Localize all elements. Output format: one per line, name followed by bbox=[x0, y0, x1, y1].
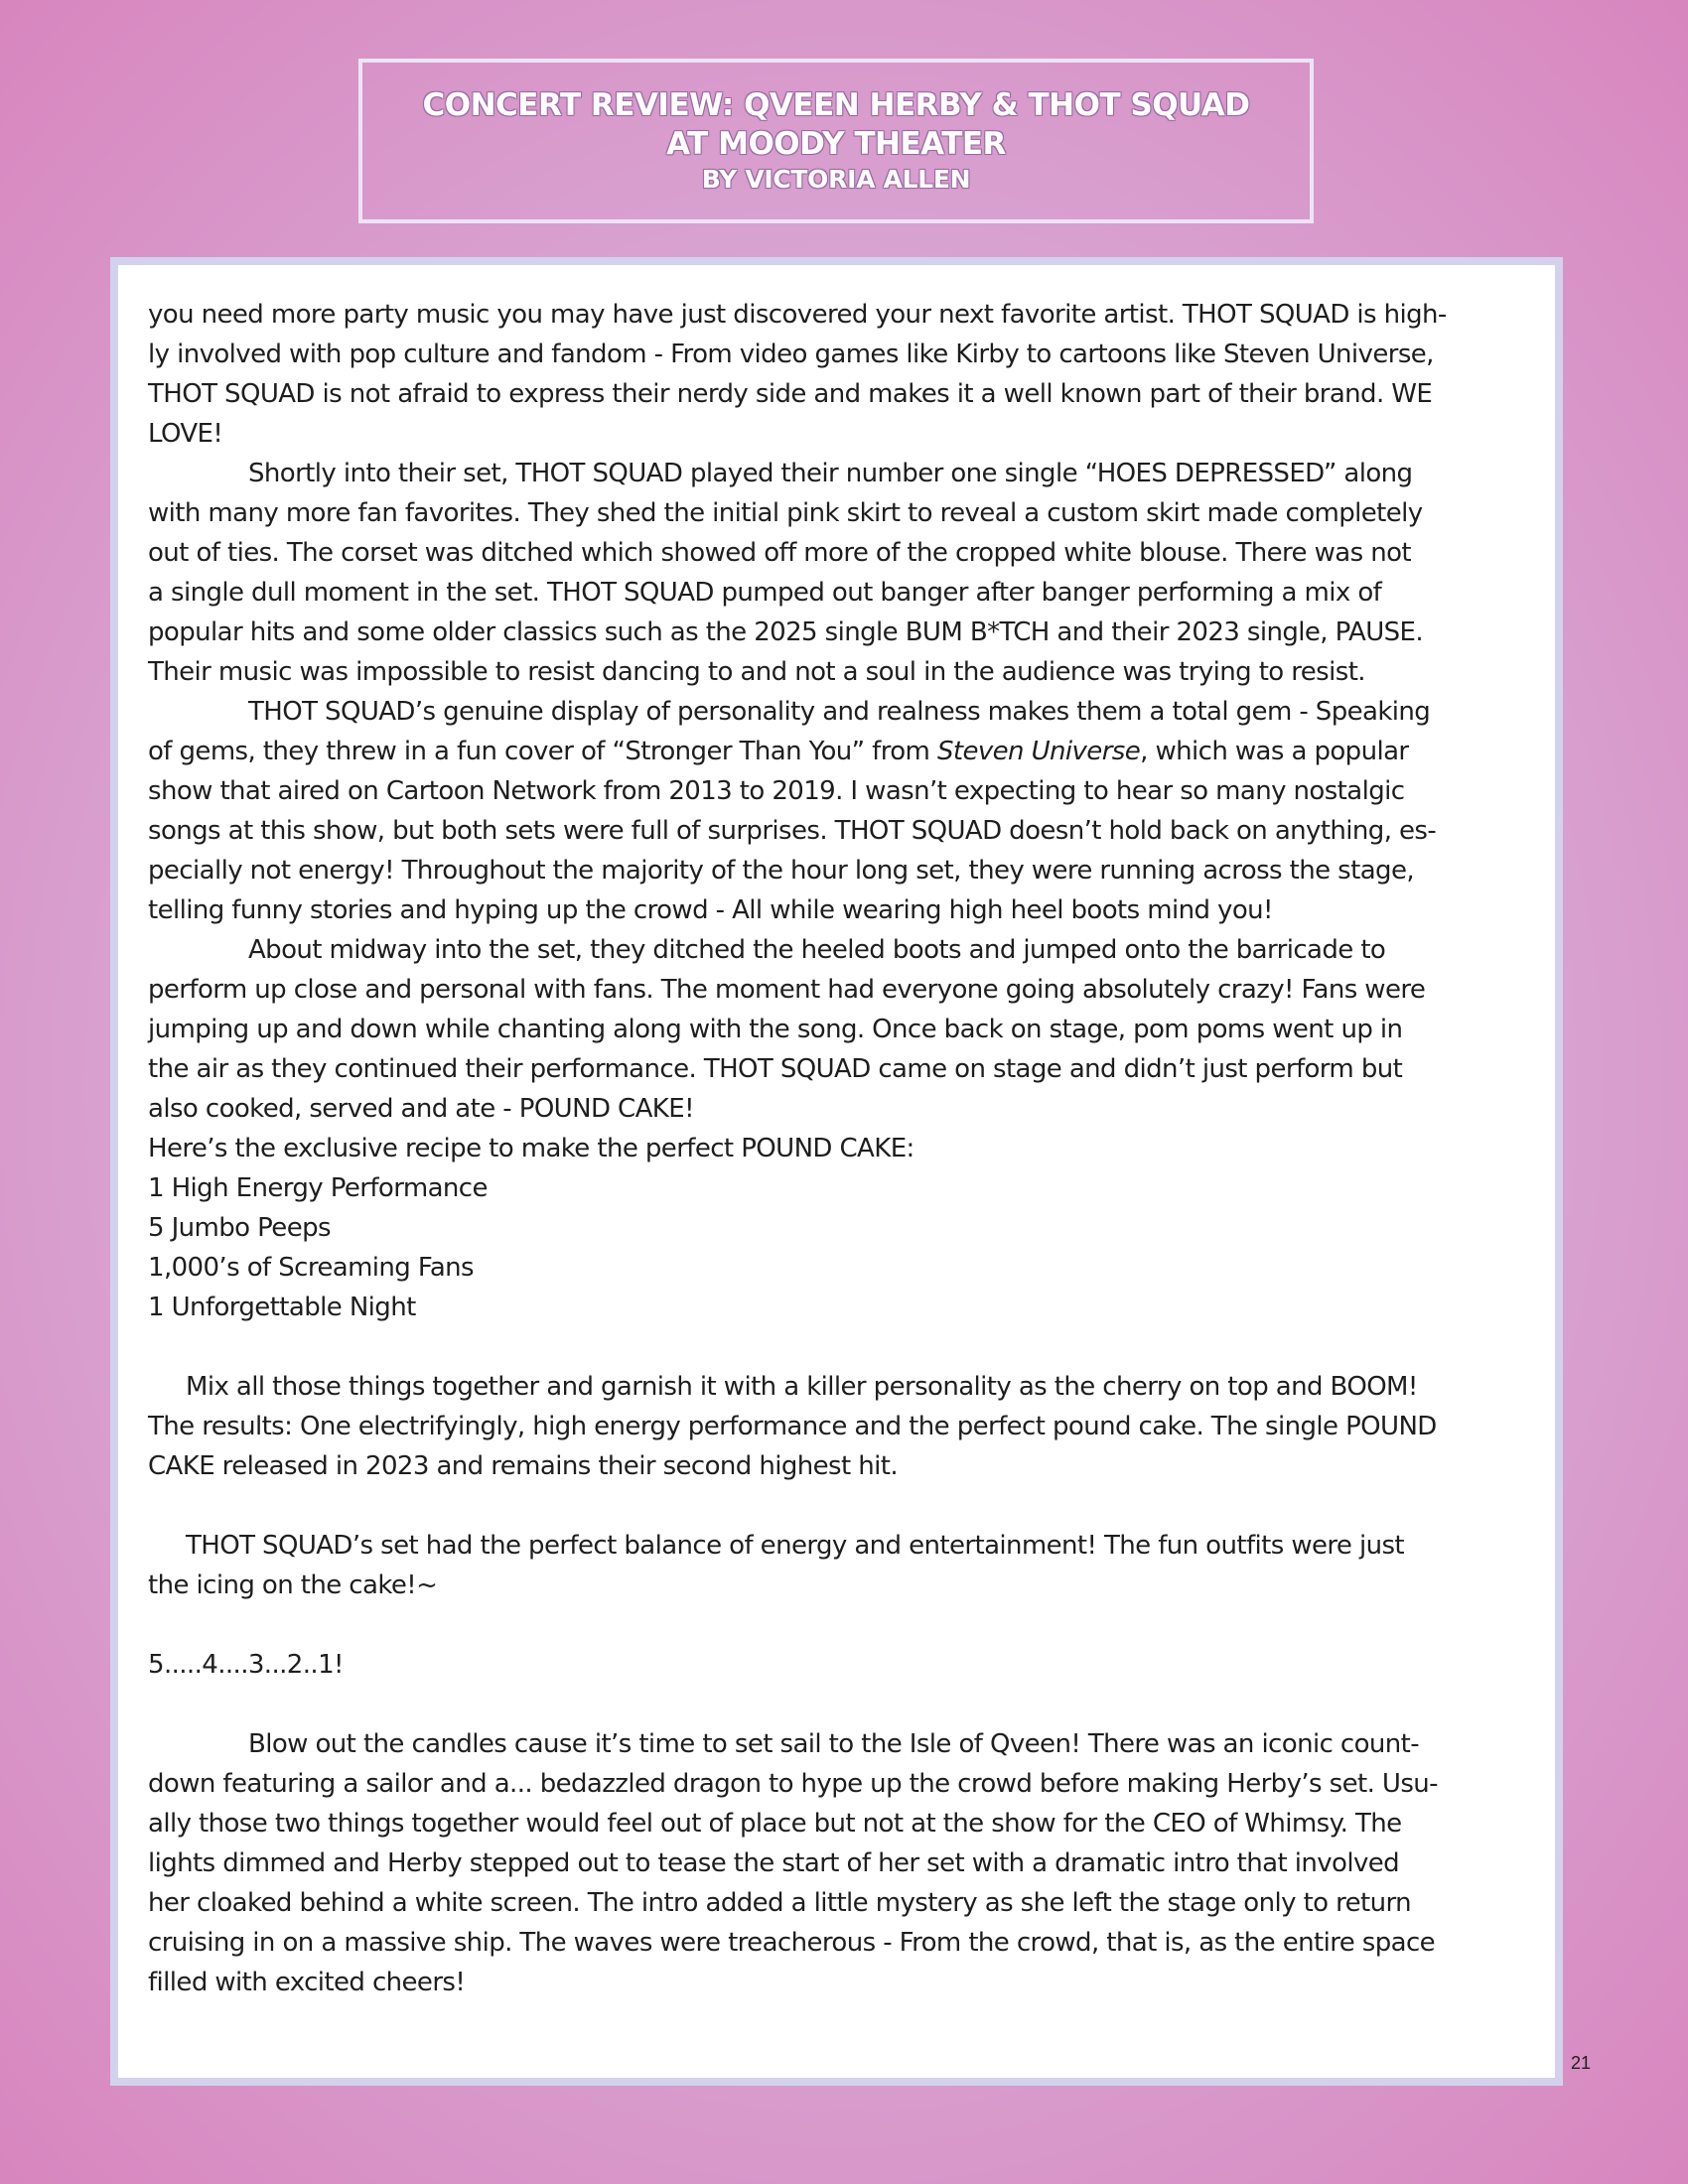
body-line: jumping up and down while chanting along with the song. Once back on stage, pom poms went up in bbox=[148, 1015, 1403, 1044]
body-line: a single dull moment in the set. THOT SQUAD pumped out banger after banger performing a mix of bbox=[148, 578, 1382, 608]
body-line: Mix all those things together and garnish it with a killer personality as the cherry on top and BOOM! bbox=[186, 1372, 1418, 1402]
body-line: also cooked, served and ate - POUND CAKE! bbox=[148, 1094, 694, 1124]
title-box bbox=[358, 59, 1314, 223]
body-line: songs at this show, but both sets were full of surprises. THOT SQUAD doesn’t hold back on anything, es- bbox=[148, 816, 1437, 846]
body-line: out of ties. The corset was ditched which showed off more of the cropped white blouse. There was not bbox=[148, 538, 1411, 568]
blank-line bbox=[148, 1327, 1538, 1367]
article-byline: BY VICTORIA ALLEN bbox=[701, 165, 971, 194]
body-line: Their music was impossible to resist dancing to and not a soul in the audience was trying to resist. bbox=[148, 657, 1365, 687]
article-frame bbox=[110, 257, 1563, 2086]
body-line: LOVE! bbox=[148, 419, 223, 449]
body-line: you need more party music you may have just discovered your next favorite artist. THOT SQUAD is high- bbox=[148, 300, 1447, 330]
body-line: her cloaked behind a white screen. The intro added a little mystery as she left the stage only to return bbox=[148, 1888, 1412, 1918]
body-line: THOT SQUAD’s set had the perfect balance of energy and entertainment! The fun outfits were just bbox=[186, 1531, 1405, 1561]
body-line: perform up close and personal with fans. The moment had everyone going absolutely crazy! Fans were bbox=[148, 975, 1426, 1005]
recipe-heading: Here’s the exclusive recipe to make the perfect POUND CAKE: bbox=[148, 1134, 914, 1163]
body-line: cruising in on a massive ship. The waves were treacherous - From the crowd, that is, as the entire space bbox=[148, 1928, 1436, 1958]
blank-line bbox=[148, 1685, 1538, 1724]
body-line: filled with excited cheers! bbox=[148, 1968, 466, 1997]
body-line: popular hits and some older classics such as the 2025 single BUM B*TCH and their 2023 single, PAUSE. bbox=[148, 617, 1424, 647]
body-line: About midway into the set, they ditched the heeled boots and jumped onto the barricade to bbox=[248, 935, 1386, 965]
body-line: lights dimmed and Herby stepped out to tease the start of her set with a dramatic intro that involved bbox=[148, 1848, 1400, 1878]
body-line: down featuring a sailor and a... bedazzled dragon to hype up the crowd before making Herby’s set. Usu- bbox=[148, 1769, 1438, 1799]
italic-show-title: Steven Universe bbox=[936, 737, 1141, 766]
body-line: the air as they continued their performance. THOT SQUAD came on stage and didn’t just perform but bbox=[148, 1054, 1403, 1084]
recipe-item: 1 High Energy Performance bbox=[148, 1173, 488, 1203]
body-line: The results: One electrifyingly, high energy performance and the perfect pound cake. The single POUND bbox=[148, 1412, 1437, 1441]
blank-line bbox=[148, 1605, 1538, 1645]
body-line: the icing on the cake!~ bbox=[148, 1570, 438, 1600]
body-line: Blow out the candles cause it’s time to set sail to the Isle of Qveen! There was an iconic count- bbox=[248, 1729, 1420, 1759]
body-line: ally those two things together would feel out of place but not at the show for the CEO of Whimsy. The bbox=[148, 1809, 1402, 1839]
recipe-item: 5 Jumbo Peeps bbox=[148, 1213, 331, 1243]
blank-line bbox=[148, 1486, 1538, 1526]
body-line: pecially not energy! Throughout the majority of the hour long set, they were running across the stage, bbox=[148, 856, 1415, 886]
countdown-line: 5.....4....3...2..1! bbox=[148, 1650, 344, 1680]
body-line: Shortly into their set, THOT SQUAD played their number one single “HOES DEPRESSED” along bbox=[248, 459, 1413, 488]
body-line: show that aired on Cartoon Network from 2013 to 2019. I wasn’t expecting to hear so many nostalgic bbox=[148, 776, 1405, 806]
body-line: with many more fan favorites. They shed the initial pink skirt to reveal a custom skirt made completely bbox=[148, 498, 1423, 528]
body-line: telling funny stories and hyping up the crowd - All while wearing high heel boots mind you! bbox=[148, 895, 1273, 925]
article-title-line-1: CONCERT REVIEW: QVEEN HERBY & THOT SQUAD bbox=[422, 87, 1250, 123]
body-line: ly involved with pop culture and fandom - From video games like Kirby to cartoons like Steven Universe, bbox=[148, 340, 1434, 369]
recipe-item: 1 Unforgettable Night bbox=[148, 1293, 416, 1322]
body-line: THOT SQUAD’s genuine display of personality and realness makes them a total gem - Speaking bbox=[248, 697, 1431, 727]
body-text: of gems, they threw in a fun cover of “Stronger Than You” from bbox=[148, 737, 937, 766]
recipe-item: 1,000’s of Screaming Fans bbox=[148, 1253, 475, 1283]
body-line: CAKE released in 2023 and remains their second highest hit. bbox=[148, 1451, 899, 1481]
body-text: , which was a popular bbox=[1140, 737, 1409, 766]
article-title-line-2: AT MOODY THEATER bbox=[666, 126, 1006, 162]
page-number: 21 bbox=[1571, 2053, 1592, 2073]
article-body bbox=[148, 295, 1538, 2002]
body-line: THOT SQUAD is not afraid to express their nerdy side and makes it a well known part of their brand. WE bbox=[148, 379, 1433, 409]
body-line-with-italic bbox=[148, 732, 1538, 771]
